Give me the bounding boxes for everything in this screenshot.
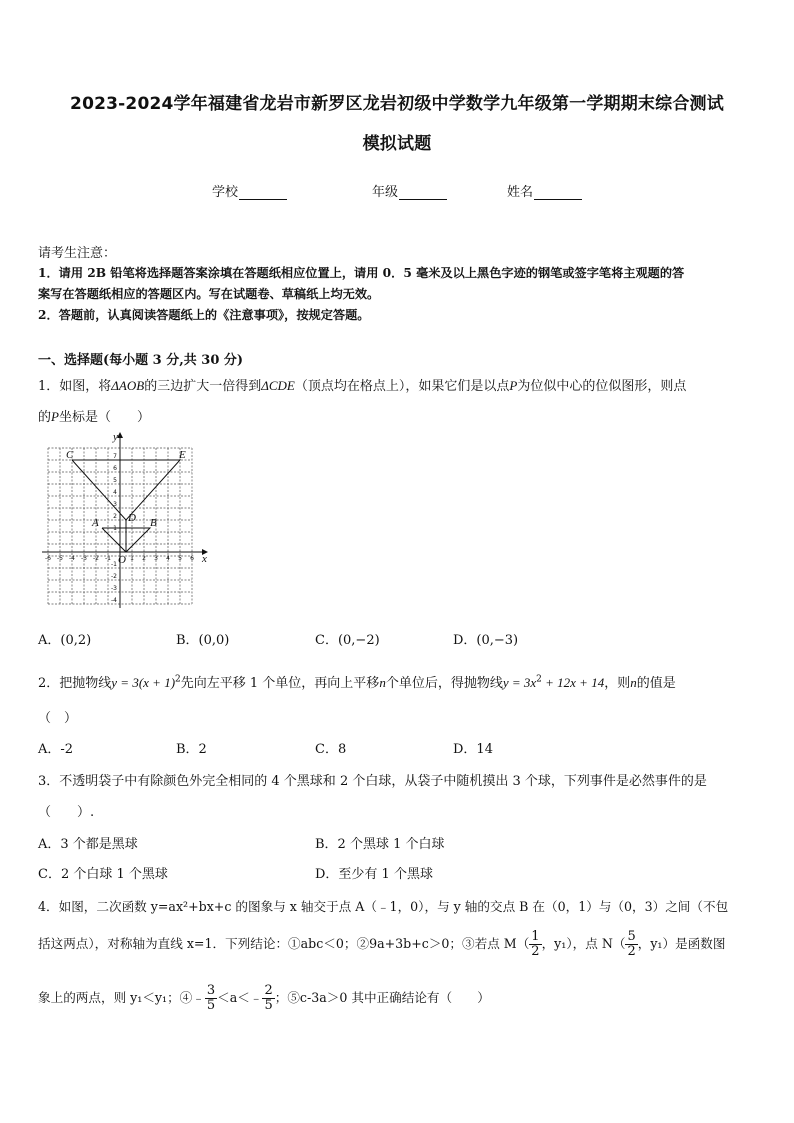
svg-text:6: 6 [113, 465, 117, 472]
svg-text:-2: -2 [93, 555, 99, 562]
svg-text:3: 3 [154, 555, 158, 562]
notice-item1-a: 1．请用 2B 铅笔将选择题答案涂填在答题纸相应位置上，请用 0．5 毫米及以上黑色字迹的钢笔或签字笔将主观题的答 [38, 266, 685, 280]
q2-option-c[interactable]: C．8 [315, 742, 347, 757]
page-title-line2: 模拟试题 [362, 134, 432, 154]
q2-option-a[interactable]: A．-2 [38, 742, 74, 757]
svg-text:-4: -4 [111, 597, 117, 604]
svg-text:2: 2 [113, 513, 117, 520]
svg-text:5: 5 [178, 555, 182, 562]
q2-option-b[interactable]: B．2 [176, 742, 207, 757]
q2-line1: 2．把抛物线$y = 3(x + 1)^2$先向左平移 1 个单位，再向上平移n个单位后，得抛物线$y = 3x^2 + 12x + 14$，则n的值是 [38, 674, 676, 691]
school-field[interactable]: 学校 [212, 181, 287, 200]
name-field[interactable]: 姓名 [507, 181, 582, 200]
q2-line2: （ ） [38, 711, 78, 726]
notice-item1-b: 案写在答题纸相应的答题区内。写在试题卷、草稿纸上均无效。 [38, 287, 380, 301]
q3-line1: 3．不透明袋子中有除颜色外完全相同的 4 个黑球和 2 个白球，从袋子中随机摸出 3 个球，下列事件是必然事件的是 [38, 774, 707, 789]
svg-text:5: 5 [113, 477, 117, 484]
q3-option-b[interactable]: B．2 个黑球 1 个白球 [315, 837, 445, 852]
q1-figure [42, 430, 212, 612]
grade-field[interactable]: 年级 [372, 181, 447, 200]
svg-text:6: 6 [190, 555, 194, 562]
svg-text:-1: -1 [105, 555, 111, 562]
page-title-line1: 2023-2024学年福建省龙岩市新罗区龙岩初级中学数学九年级第一学期期末综合测试 [70, 94, 724, 114]
svg-text:2: 2 [142, 555, 146, 562]
q1-option-c[interactable]: C．(0,−2) [315, 633, 380, 648]
svg-text:-3: -3 [111, 585, 117, 592]
svg-text:-1: -1 [111, 561, 117, 568]
svg-text:x: x [202, 553, 207, 565]
q2-option-d[interactable]: D．14 [453, 742, 493, 757]
svg-text:B: B [150, 517, 157, 529]
q3-line2: （ ）. [38, 805, 95, 820]
svg-text:D: D [128, 512, 136, 524]
q3-option-c[interactable]: C．2 个白球 1 个黑球 [38, 867, 168, 882]
notice-heading: 请考生注意： [38, 246, 117, 261]
svg-text:3: 3 [113, 501, 117, 508]
svg-text:7: 7 [113, 453, 117, 460]
q1-line2: 的P坐标是（ ） [38, 409, 150, 425]
svg-text:1: 1 [130, 555, 134, 562]
q1-option-d[interactable]: D．(0,−3) [453, 633, 519, 648]
notice-item2: 2．答题前，认真阅读答题纸上的《注意事项》，按规定答题。 [38, 308, 370, 322]
q1-line1: 1．如图，将ΔAOB的三边扩大一倍得到ΔCDE（顶点均在格点上），如果它们是以点P为位似中心的位似图形，则点 [38, 378, 687, 394]
svg-text:4: 4 [113, 489, 117, 496]
svg-text:1: 1 [113, 525, 117, 532]
q3-option-a[interactable]: A．3 个都是黑球 [38, 837, 138, 852]
q4-line2: 括这两点），对称轴为直线 x=1．下列结论：①abc＜0；②9a+3b+c＞0；③若点 M（ $\frac{1}{2}$ ，y₁），点 N（ $\frac{5}{2}$ ，y₁）是函数图 [38, 929, 726, 959]
q4-line3: 象上的两点，则 y₁＜y₁；④﹣ $\frac{3}{5}$ ＜a＜﹣ $\frac{2}{5}$ ；⑤c-3a＞0 其中正确结论有（ ） [38, 983, 490, 1013]
section-heading: 一、选择题(每小题 3 分,共 30 分) [38, 353, 244, 368]
svg-text:y: y [113, 431, 118, 443]
svg-text:-6: -6 [45, 555, 51, 562]
svg-text:4: 4 [166, 555, 170, 562]
svg-text:O: O [118, 554, 126, 566]
q4-line1: 4．如图，二次函数 y=ax²+bx+c 的图象与 x 轴交于点 A（﹣1，0），与 y 轴的交点 B 在（0，1）与（0，3）之间（不包 [38, 899, 729, 914]
q1-option-a[interactable]: A．(0,2) [38, 633, 92, 648]
svg-text:A: A [92, 517, 99, 529]
svg-text:C: C [66, 449, 74, 461]
svg-text:E: E [179, 449, 186, 461]
svg-text:-2: -2 [111, 573, 117, 580]
svg-text:-3: -3 [81, 555, 87, 562]
svg-text:-5: -5 [57, 555, 63, 562]
svg-text:-4: -4 [69, 555, 75, 562]
q3-option-d[interactable]: D．至少有 1 个黑球 [315, 867, 433, 882]
q1-option-b[interactable]: B．(0,0) [176, 633, 230, 648]
